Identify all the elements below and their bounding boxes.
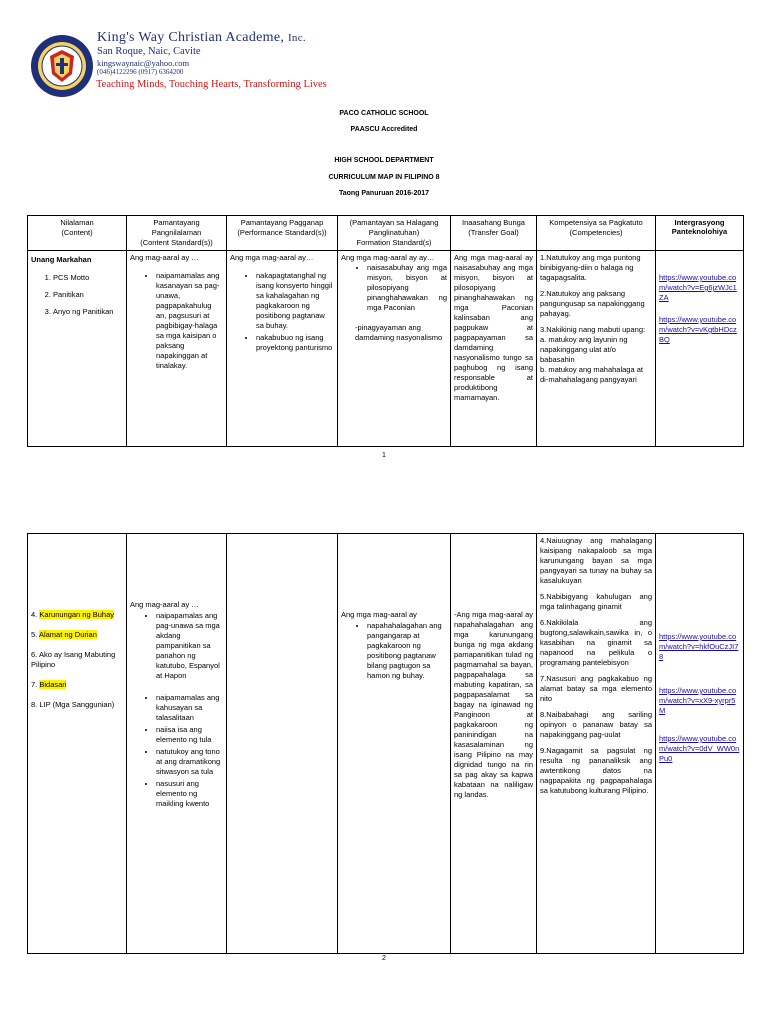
- competency-item: 1.Natutukoy ang mga puntong binibigyang-diin o halaga ng tagapagsalita.: [540, 253, 641, 282]
- competency-item: 6.Nakikilala ang bugtong,salawikain,sawika in, o kasabihan na ginamit sa napanood na pelikula o programang pantelebisyon: [540, 618, 652, 667]
- competencies-cell: [537, 534, 656, 954]
- list-item: • nasusuri ang elemento ng maikling kwento: [156, 779, 223, 809]
- title-department: HIGH SCHOOL DEPARTMENT: [334, 157, 434, 164]
- table-row: [28, 251, 744, 447]
- school-seal-logo: [30, 34, 94, 98]
- content-standard-cell: [127, 534, 227, 954]
- title-accreditation: PAASCU Accredited: [350, 126, 418, 133]
- list-item: • natutukoy ang tono at ang dramatikong sitwasyon sa tula: [156, 747, 223, 777]
- list-item: 7. Bidasari: [31, 680, 67, 689]
- school-phone: (046)4122296 (0917) 6364200: [97, 68, 184, 76]
- list-item: • naipamamalas ang kasanayan sa pag-unawa, pagpapakahulug an, pagsusuri at pagbibigay-halaga sa mga kaisipan o paksang napakinggan at tinalakay.: [156, 271, 223, 371]
- list-item: • nakabubuo ng isang proyektong panturismo: [256, 333, 334, 353]
- curriculum-table-page2: [27, 533, 744, 954]
- transfer-goal-cell: [451, 534, 537, 954]
- list-item: 5. Alamat ng Durian: [31, 630, 97, 639]
- list-item: • naipapamalas ang pag-unawa sa mga akdang pampanitikan sa panahon ng katutubo, Espanyol at Hapon: [156, 611, 223, 681]
- list-item: • napahahalagahan ang pangangarap at pagkakaroon ng positibong pagtanaw bilang pagtugon sa hamon ng buhay.: [367, 621, 447, 681]
- page-separator: [0, 470, 768, 518]
- header-cell: Kompetensiya sa Pagkatuto (Competencies): [537, 216, 656, 251]
- header-cell: (Pamantayan sa Halagang Panglinatuhan) Formation Standard(s): [338, 216, 451, 251]
- transfer-goal-cell: [451, 251, 537, 447]
- cell-intro: Ang mag-aaral ay …: [130, 600, 199, 609]
- list-item: • naiisa isa ang elemento ng tula: [156, 725, 223, 745]
- list-item: 2. Panitikan: [53, 290, 123, 300]
- formation-standard-cell: [338, 251, 451, 447]
- cell-intro: Ang mag-aaral ay …: [130, 253, 199, 262]
- competency-item: a. matukoy ang layunin ng napakinggang ulat at/o babasahin: [540, 335, 628, 364]
- school-tagline: Teaching Minds, Touching Hearts, Transforming Lives: [96, 79, 327, 90]
- transfer-goal-text: -Ang mga mag-aaral ay napahahalagahan ang mga karunungang bunga ng mga akdang pamapanitikan tulad ng pagmamahal sa bayan, pagpapahalaga sa mabuting kapatiran, sa pagpapasalamat sa bagay na iginawad ng Panginoon at pagkakaroon ng paninindigan na kasasalaminan ng isang Pilipino na may dignidad tungo na rin sa pag akay sa kapwa kabataan na naliligaw ng landas.: [454, 610, 533, 799]
- school-name: King's Way Christian Academe, Inc.: [97, 30, 306, 45]
- competency-item: 4.Naiuugnay ang mahalagang kaisipang nakapaloob sa mga karunungang bayan sa mga pangyayari sa tunay na buhay sa kasalukuyan: [540, 536, 652, 585]
- table-row: [28, 534, 744, 954]
- competency-item: b. matukoy ang mahahalaga at di-mahahalagang pangyayari: [540, 365, 643, 384]
- title-school: PACO CATHOLIC SCHOOL: [339, 110, 429, 117]
- page-number: 2: [382, 955, 386, 962]
- list-item: • nakapagtatanghal ng isang konsyerto hinggil sa kahalagahan ng pagkakaroon ng positibong pagtanaw sa buhay.: [256, 271, 334, 331]
- header-cell: Pamantayang Pagganap (Performance Standard(s)): [227, 216, 338, 251]
- competencies-cell: [537, 251, 656, 447]
- list-item: 3. Anyo ng Panitikan: [53, 307, 123, 317]
- curriculum-table-page1: [27, 215, 744, 447]
- header-cell: Intergrasyong Panteknolohiya: [656, 216, 744, 251]
- competency-item: 9.Nagagamit sa pagsulat ng resulta ng pananaliksik ang awtentikong datos na nagpapakita ng pagpapahalaga sa katutubong kulturang Pilipino.: [540, 746, 652, 795]
- competency-item: 3.Nakikinig nang mabuti upang:: [540, 325, 646, 334]
- header-cell: Nilalaman (Content): [28, 216, 127, 251]
- competency-item: 2.Natutukoy ang paksang pangungusap sa napakinggang pahayag.: [540, 289, 645, 318]
- school-email: kingswaynaic@yahoo.com: [97, 58, 190, 68]
- youtube-link[interactable]: https://www.youtube.com/watch?v=0dV_WW0nPu0: [659, 734, 740, 763]
- cell-intro: Ang mga mag-aaral ay…: [230, 253, 314, 262]
- youtube-link[interactable]: https://www.youtube.com/watch?v=hkfOuCzJI78: [659, 632, 739, 661]
- list-item: 1. PCS Motto: [53, 273, 123, 283]
- content-standard-cell: [127, 251, 227, 447]
- school-address: San Roque, Naic, Cavite: [97, 46, 201, 57]
- header-cell: Pamantayang Pangnilalaman (Content Standard(s)): [127, 216, 227, 251]
- transfer-goal-text: Ang mga mag-aaral ay naisasabuhay ang mga misyon, bisyon at pilosopiyang pinanghahawakan ng mga Paconian kalinsaban ang pagpukaw at pagpapayaman sa damdaming nasyonalismo tungo sa paghubog ng isang responsable at produktibong mamamayan.: [454, 253, 533, 402]
- list-item: 6. Ako ay Isang Mabuting Pilipino: [31, 650, 116, 669]
- competency-item: 8.Naibabahagi ang sariling opinyon o pananaw batay sa napakinggang pag-uulat: [540, 710, 652, 739]
- cell-intro: Ang mga mag-aaral ay: [341, 610, 417, 619]
- technology-cell: [656, 534, 744, 954]
- competency-item: 5.Nabibigyang kahulugan ang mga talinhagang ginamit: [540, 592, 652, 611]
- content-cell: [28, 534, 127, 954]
- quarter-label: Unang Markahan: [31, 255, 92, 264]
- header-cell: Inaasahang Bunga (Transfer Goal): [451, 216, 537, 251]
- content-cell: [28, 251, 127, 447]
- title-curriculum-map: CURRICULUM MAP IN FILIPINO 8: [328, 174, 440, 181]
- technology-cell: [656, 251, 744, 447]
- competency-item: 7.Nasusuri ang pagkakabuo ng alamat batay sa mga elemento nito: [540, 674, 652, 703]
- list-item: • naipamamalas ang kahusayan sa talasalitaan: [156, 693, 223, 723]
- page-number: 1: [382, 452, 386, 459]
- title-school-year: Taong Panuruan 2016-2017: [338, 190, 430, 197]
- list-item: 8. LIP (Mga Sanggunian): [31, 700, 115, 709]
- list-item: 4. Karunungan ng Buhay: [31, 610, 115, 619]
- performance-standard-cell: [227, 534, 338, 954]
- performance-standard-cell: [227, 251, 338, 447]
- list-item: • naisasabuhay ang mga misyon, bisyon at pilosopiyang pinanghahawakan ng mga Paconian: [367, 263, 447, 313]
- youtube-link[interactable]: https://www.youtube.com/watch?v=vKgtbHDczBQ: [659, 315, 737, 344]
- cell-intro: Ang mga mag-aaral ay ay…: [341, 253, 435, 262]
- youtube-link[interactable]: https://www.youtube.com/watch?v=Eg6jzWJc1ZA: [659, 273, 737, 302]
- formation-standard-cell: [338, 534, 451, 954]
- cell-extra: -pinagyayaman ang damdaming nasyonalismo: [355, 323, 443, 342]
- youtube-link[interactable]: https://www.youtube.com/watch?v=xX9-xyrpr5M: [659, 686, 737, 715]
- table-header-row: [28, 216, 744, 251]
